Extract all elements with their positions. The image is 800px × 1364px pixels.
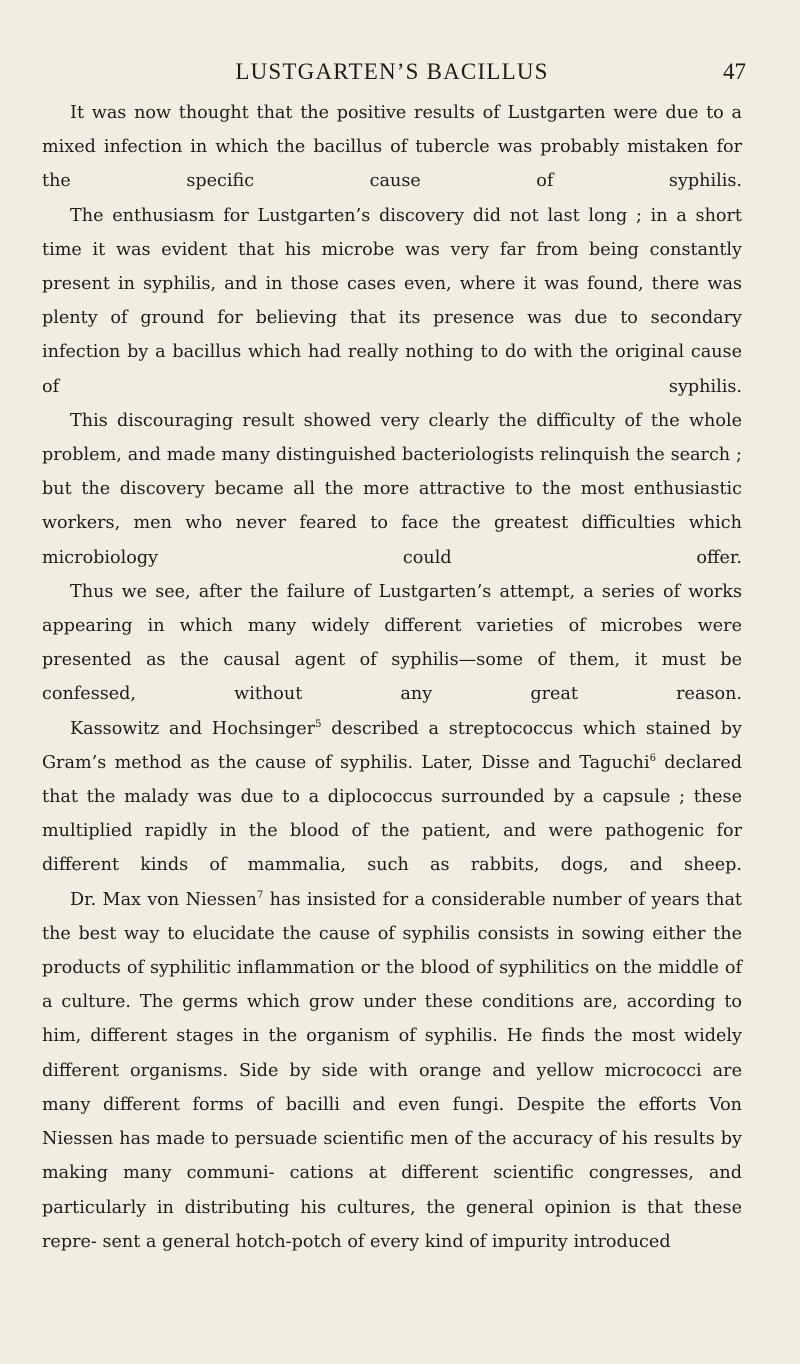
paragraph-5-text-c: declared that the malady was due to a diplococcus surrounded by a capsule ; these multiplied rapidly in the blood of the patient, and were pathogenic for different kinds of mammalia, such as rabbits, dogs, and sheep. (42, 752, 743, 876)
running-title: LUSTGARTEN’S BACILLUS (235, 59, 549, 84)
paragraph-1: It was now thought that the positive results of Lustgarten were due to a mixed infection in which the bacillus of tubercle was probably mistaken for the specific cause of syphilis. (42, 103, 742, 192)
paragraph-6 (42, 883, 742, 1259)
page-number: 47 (723, 59, 746, 84)
paragraph-6-text-b: has insisted for a considerable number of years that the best way to elucidate the cause of syphilis consists in sowing either the products of syphilitic inflammation or the blood of syphilitics on the middle of a culture. The germs which grow under these conditions are, according to him, different stages in the organism of syphilis. He finds the most widely different organisms. Side by side with orange and yellow micrococci are many different forms of bacilli and even fungi. Despite the efforts Von Niessen has made to persuade scientific men of the accuracy of his results by making many communi- cations at different scientific congresses, and particularly in distributing his cultures, the general opinion is that these repre- sent a general hotch-potch of every kind of impurity introduced (42, 889, 743, 1252)
paragraph-5-text-a: Kassowitz and Hochsinger (70, 718, 316, 739)
paragraph-6-text-a: Dr. Max von Niessen (70, 889, 257, 910)
paragraph-3: This discouraging result showed very clearly the difficulty of the whole problem, and made many distinguished bacteriologists relinquish the search ; but the discovery became all the more attractive to the most enthusiastic workers, men who never feared to face the greatest difficulties which microbiology could offer. (42, 410, 742, 568)
paragraph-2: The enthusiasm for Lustgarten’s discovery did not last long ; in a short time it was evident that his microbe was very far from being constantly present in syphilis, and in those cases even, where it was found, there was plenty of ground for believing that its presence was due to secondary infection by a bacillus which had really nothing to do with the original cause of syphilis. (42, 205, 742, 397)
body-text (42, 96, 742, 1259)
footnote-ref-6: 6 (649, 753, 656, 764)
paragraph-5-text-b: described a streptococcus which stained by Gram’s method as the cause of syphilis. Later, Disse and Taguchi (42, 718, 742, 773)
running-header (42, 58, 746, 94)
footnote-ref-7: 7 (256, 889, 264, 901)
paragraph-4: Thus we see, after the failure of Lustgarten’s attempt, a series of works appearing in which many widely different varieties of microbes were presented as the causal agent of syphilis—some of them, it must be confessed, without any great reason. (42, 581, 742, 705)
paragraph-5 (42, 712, 742, 883)
footnote-ref-5: 5 (315, 718, 322, 730)
